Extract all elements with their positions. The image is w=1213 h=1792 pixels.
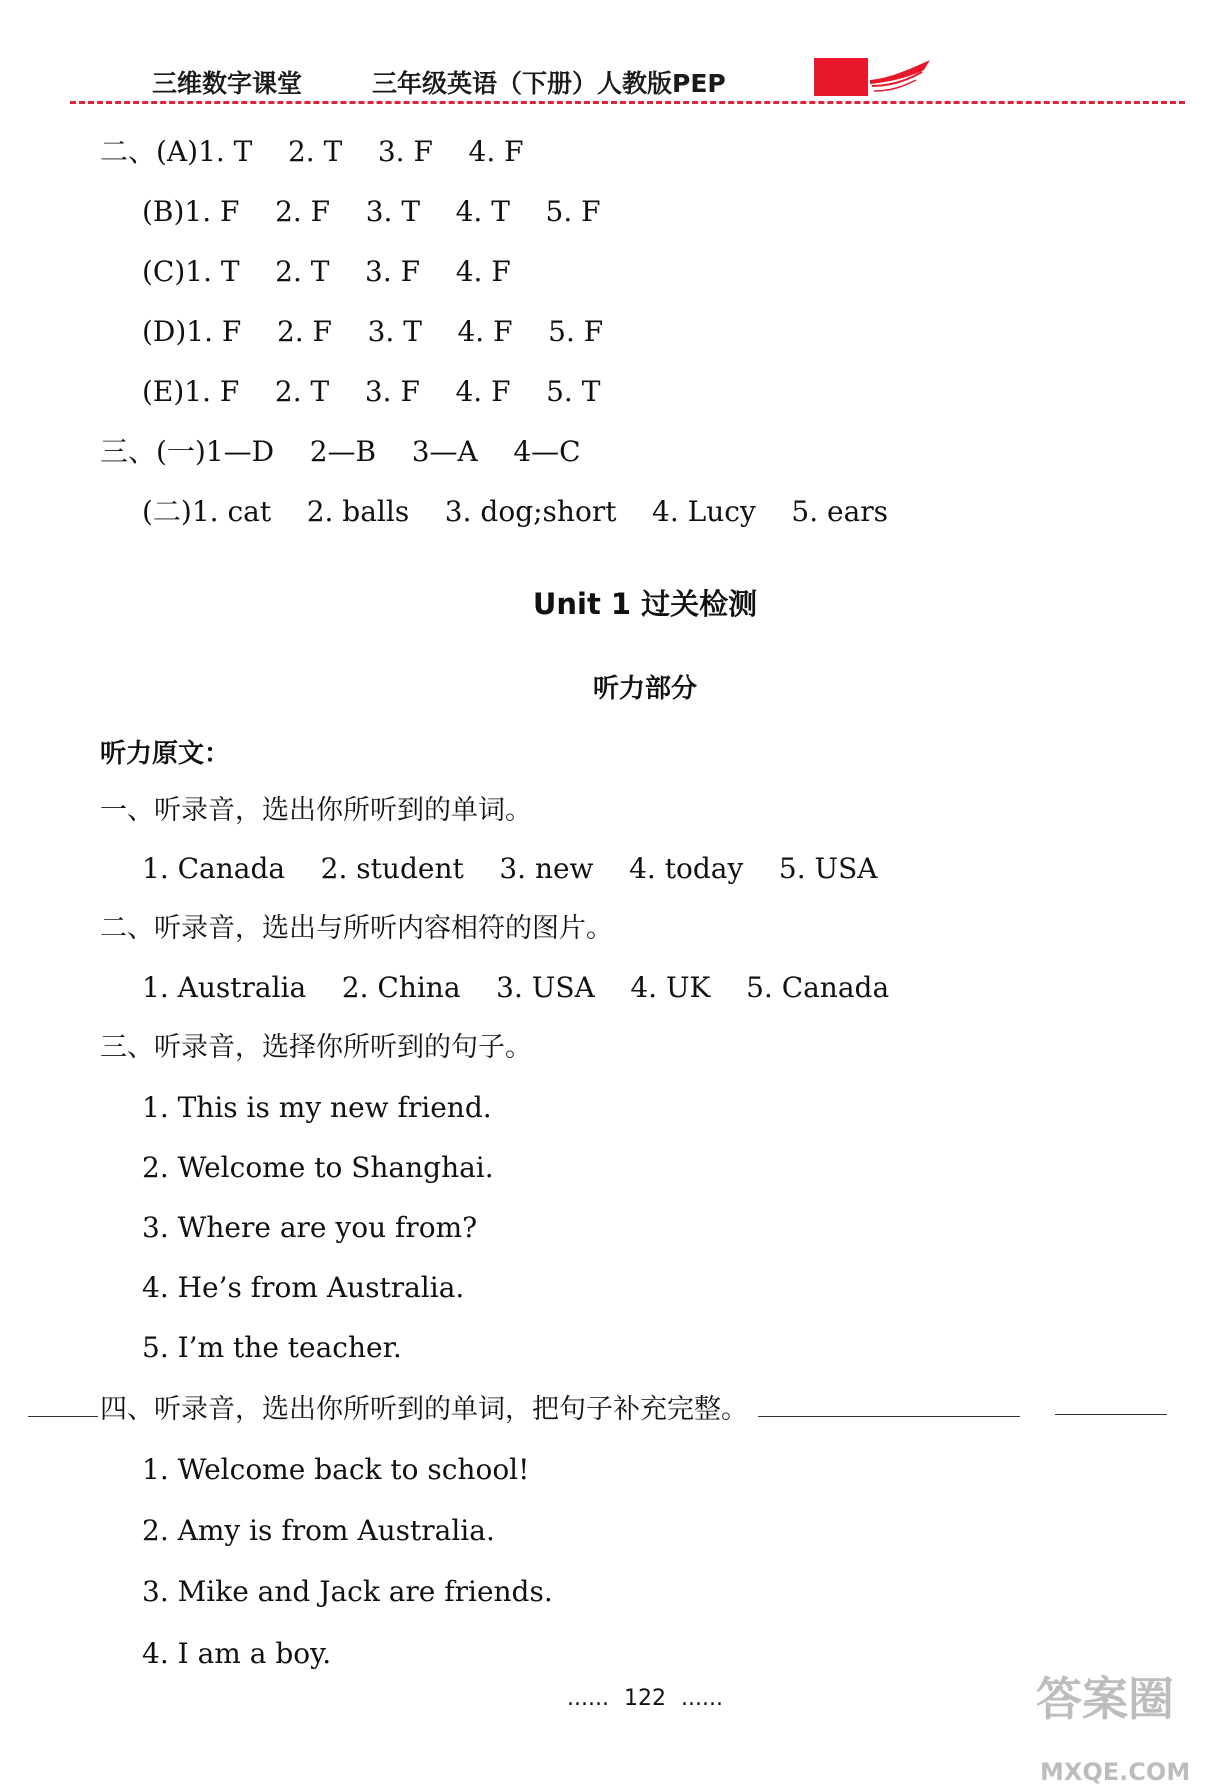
answer-line: 三、(一)1—D 2—B 3—A 4—C [100,435,581,468]
part4-item: 4. I am a boy. [142,1637,332,1670]
part3-item: 4. He’s from Australia. [142,1271,465,1304]
rocket-logo-icon [812,56,932,102]
page-header [0,52,1213,102]
section-title: 听力部分 [592,674,697,704]
watermark [1030,1646,1210,1792]
dots-left: ...... [567,1686,609,1711]
page-number: 122 [624,1686,666,1711]
dots-right: ...... [681,1686,723,1711]
answer-line: (C)1. T 2. T 3. F 4. F [142,255,511,288]
part2-heading: 二、听录音，选出与所听内容相符的图片。 [100,913,613,944]
scan-line [1055,1414,1167,1415]
part4-item: 2. Amy is from Australia. [142,1514,495,1547]
part4-item: 3. Mike and Jack are friends. [142,1575,553,1608]
book-title: 三年级英语（下册）人教版PEP [372,69,726,98]
part3-item: 2. Welcome to Shanghai. [142,1151,494,1184]
unit-title: Unit 1 过关检测 [532,587,758,621]
part2-items: 1. Australia 2. China 3. USA 4. UK 5. Canada [142,971,890,1004]
part1-items: 1. Canada 2. student 3. new 4. today 5. USA [142,852,878,885]
part1-heading: 一、听录音，选出你所听到的单词。 [100,795,532,826]
answer-line: 二、(A)1. T 2. T 3. F 4. F [100,135,524,168]
part3-item: 1. This is my new friend. [142,1091,492,1124]
transcript-label: 听力原文： [100,739,231,769]
part3-item: 5. I’m the teacher. [142,1331,402,1364]
watermark-url: MXQE.COM [1040,1758,1191,1786]
brand-name: 三维数字课堂 [152,69,303,98]
part4-heading: 四、听录音，选出你所听到的单词，把句子补充完整。 [100,1394,748,1425]
part3-heading: 三、听录音，选择你所听到的句子。 [100,1032,532,1063]
answer-line: (B)1. F 2. F 3. T 4. T 5. F [142,195,601,228]
scan-line [758,1416,1020,1417]
answer-line: (二)1. cat 2. balls 3. dog;short 4. Lucy 5. ears [142,495,889,528]
answer-line: (D)1. F 2. F 3. T 4. F 5. F [142,315,604,348]
part3-item: 3. Where are you from? [142,1211,478,1244]
scan-line [28,1416,98,1417]
header-divider [70,101,1185,104]
watermark-logo-text: 答案圈 [1036,1672,1174,1726]
part4-item: 1. Welcome back to school! [142,1453,530,1486]
answer-line: (E)1. F 2. T 3. F 4. F 5. T [142,375,601,408]
